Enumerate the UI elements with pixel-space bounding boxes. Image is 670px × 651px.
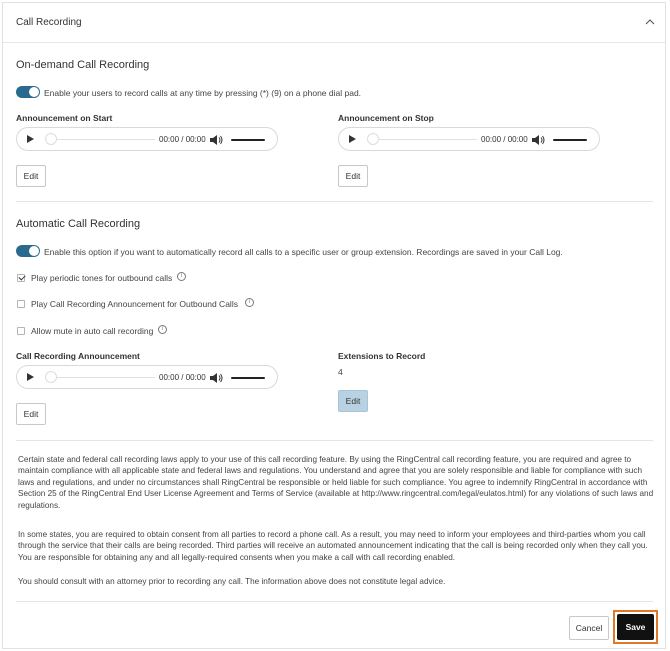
time-readout: 00:00 / 00:00: [481, 135, 528, 144]
announcement-stop-player: [338, 127, 600, 151]
info-icon[interactable]: i: [245, 298, 254, 307]
volume-slider[interactable]: [231, 377, 265, 379]
legal-paragraph-2: In some states, you are required to obtain consent from all parties to record a phone call. As a result, you may need to inform your employees and third-parties whom you call through the service that their calls are being recorded. Third parties will receive an automated announcement indicating that the call is being recorded only when they call you. You are responsible for obtaining any and all legally-required consents when you make a call with call recording enabled.: [18, 530, 648, 562]
recording-announcement-label: Call Recording Announcement: [16, 351, 140, 361]
on-demand-toggle[interactable]: [16, 86, 40, 98]
volume-icon[interactable]: [531, 134, 545, 146]
legal-paragraph-1: Certain state and federal call recording laws apply to your use of this call recording feature. By using the RingCentral call recording feature, you are required and agree to maintain compliance with all applicable state and federal laws and regulations. You understand and agree that you are solely responsible and liable for compliance with such laws and regulations, and under no circumstances shall RingCentral be responsible or held liable for such compliance. You agree to indemnify RingCentral in accordance with Section 25 of the RingCentral End User License Agreement and Terms of Service (available at http://www.ringcentral.com/legal/eulatos.html) for any violations of such laws and regulations.: [18, 455, 654, 510]
allow-mute-checkbox[interactable]: [17, 327, 25, 335]
chevron-up-icon[interactable]: [644, 16, 656, 28]
info-icon[interactable]: i: [158, 325, 167, 334]
outbound-announcement-checkbox[interactable]: [17, 300, 25, 308]
play-icon[interactable]: [349, 135, 356, 143]
outbound-announcement-label: Play Call Recording Announcement for Outbound Calls: [31, 299, 238, 309]
panel-header[interactable]: [3, 3, 665, 43]
seek-thumb[interactable]: [45, 371, 57, 383]
volume-icon[interactable]: [209, 134, 223, 146]
toggle-knob: [29, 246, 39, 256]
save-button[interactable]: Save: [617, 614, 654, 640]
periodic-tones-label: Play periodic tones for outbound calls: [31, 273, 173, 283]
edit-announcement-button[interactable]: Edit: [16, 403, 46, 425]
toggle-knob: [29, 87, 39, 97]
divider: [16, 601, 653, 602]
time-readout: 00:00 / 00:00: [159, 373, 206, 382]
save-highlight: [613, 610, 658, 644]
announcement-start-label: Announcement on Start: [16, 113, 113, 123]
divider: [16, 201, 653, 202]
cancel-button[interactable]: Cancel: [569, 616, 609, 640]
edit-start-button[interactable]: Edit: [16, 165, 46, 187]
volume-icon[interactable]: [209, 372, 223, 384]
play-icon[interactable]: [27, 135, 34, 143]
seek-track[interactable]: [47, 377, 155, 378]
recording-announcement-player: [16, 365, 278, 389]
announcement-stop-label: Announcement on Stop: [338, 113, 434, 123]
extensions-count: 4: [338, 367, 343, 377]
seek-track[interactable]: [47, 139, 155, 140]
on-demand-title: On-demand Call Recording: [16, 59, 150, 71]
announcement-start-player: [16, 127, 278, 151]
allow-mute-label: Allow mute in auto call recording: [31, 326, 154, 336]
play-icon[interactable]: [27, 373, 34, 381]
panel-title: Call Recording: [16, 17, 82, 28]
volume-slider[interactable]: [553, 139, 587, 141]
automatic-toggle-text: Enable this option if you want to automatically record all calls to a specific user or group extension. Recordings are saved in your Call Log.: [44, 247, 563, 257]
edit-stop-button[interactable]: Edit: [338, 165, 368, 187]
divider: [16, 440, 653, 441]
info-icon[interactable]: i: [177, 272, 186, 281]
extensions-label: Extensions to Record: [338, 351, 426, 361]
automatic-toggle[interactable]: [16, 245, 40, 257]
automatic-title: Automatic Call Recording: [16, 218, 141, 230]
seek-track[interactable]: [369, 139, 477, 140]
on-demand-toggle-text: Enable your users to record calls at any time by pressing (*) (9) on a phone dial pad.: [44, 88, 362, 98]
seek-thumb[interactable]: [367, 133, 379, 145]
seek-thumb[interactable]: [45, 133, 57, 145]
legal-paragraph-3: You should consult with an attorney prior to recording any call. The information above does not constitute legal advice.: [18, 577, 446, 586]
periodic-tones-checkbox[interactable]: [17, 274, 25, 282]
time-readout: 00:00 / 00:00: [159, 135, 206, 144]
edit-extensions-button[interactable]: Edit: [338, 390, 368, 412]
call-recording-panel: [2, 2, 666, 649]
volume-slider[interactable]: [231, 139, 265, 141]
